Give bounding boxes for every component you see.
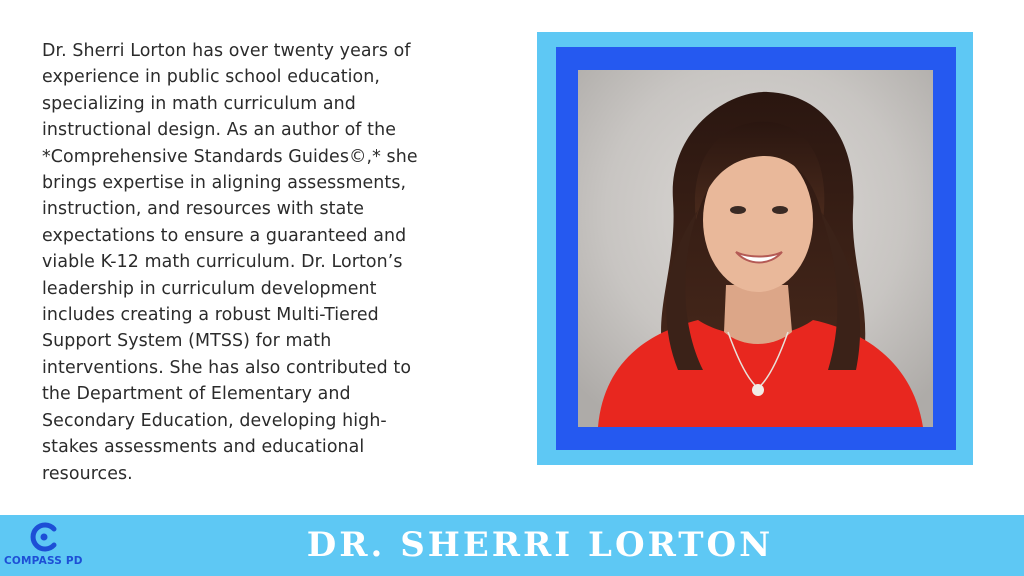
bio-line: expectations to ensure a guaranteed and: [42, 225, 407, 246]
bio-line: specializing in math curriculum and: [42, 93, 356, 114]
bio-line: instruction, and resources with state: [42, 199, 365, 220]
bio-line: brings expertise in aligning assessments,: [42, 173, 407, 194]
portrait-photo: [578, 70, 933, 427]
bio-line: experience in public school education,: [42, 67, 381, 88]
bio-line: stakes assessments and educational: [42, 437, 365, 458]
bio-line: Dr. Sherri Lorton has over twenty years of: [42, 41, 411, 61]
logo-text: COMPASS PD: [4, 555, 83, 567]
bio-line: *Comprehensive Standards Guides©,* she: [42, 146, 418, 167]
speaker-name: DR. SHERRI LORTON: [306, 525, 774, 565]
bio-line: leadership in curriculum development: [42, 278, 377, 299]
bio-line: resources.: [42, 463, 133, 484]
bio-line: includes creating a robust Multi-Tiered: [42, 305, 379, 326]
bio-line: the Department of Elementary and: [42, 384, 351, 405]
bio-line: Support System (MTSS) for math: [42, 331, 332, 352]
portrait-illustration: [578, 70, 933, 427]
bio-line: viable K-12 math curriculum. Dr. Lorton’s: [42, 252, 403, 273]
bio-line: Secondary Education, developing high-: [42, 410, 387, 431]
bio-line: instructional design. As an author of the: [42, 120, 397, 141]
compass-pd-logo: [4, 521, 84, 573]
compass-c-icon: [28, 521, 60, 553]
bio-text: [42, 38, 482, 487]
bio-line: interventions. She has also contributed to: [42, 357, 412, 378]
